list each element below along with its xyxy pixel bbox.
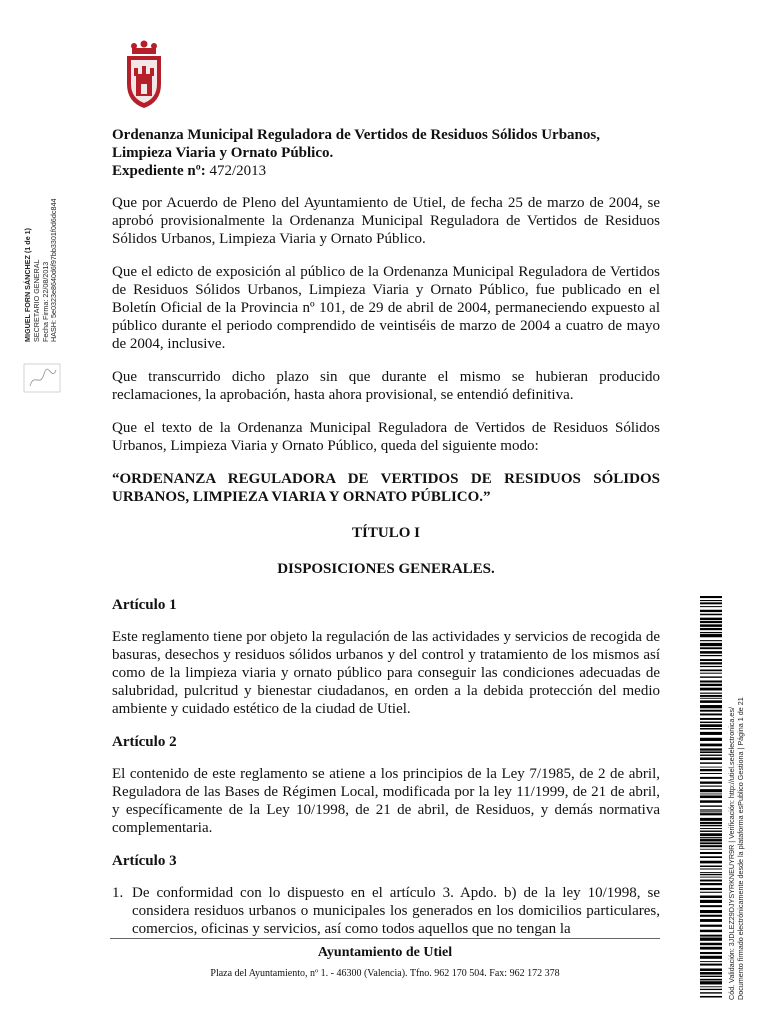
barcode-bar	[700, 996, 722, 998]
footer-divider	[110, 938, 660, 939]
barcode-bar	[700, 728, 722, 730]
barcode-bar	[700, 986, 722, 987]
barcode-bar	[700, 596, 722, 598]
barcode-bar	[700, 813, 722, 815]
barcode-bar	[700, 956, 722, 959]
barcode-bar	[700, 794, 722, 795]
barcode-bar	[700, 892, 722, 893]
barcode-bar	[700, 919, 722, 922]
barcode-bar	[700, 874, 722, 875]
verification-code: Cód. Validación: 3JDLEZ29DJYSYRKNEUYR9R | Verificación: http://utiel.sedelectronica.es/	[727, 707, 736, 1000]
barcode-bar	[700, 800, 722, 803]
barcode-bar	[700, 976, 722, 977]
barcode-bar	[700, 979, 722, 981]
barcode-bar	[700, 673, 722, 674]
barcode-bar	[700, 900, 722, 903]
list-item-number: 1.	[112, 885, 124, 901]
list-item-text: De conformidad con lo dispuesto en el artículo 3. Apdo. b) de la ley 10/1998, se considera residuos urbanos o municipales los generados en los domicilios particulares, comercios, oficinas y servicios, así como todos aquellos que no tengan la	[132, 885, 660, 937]
barcode-bar	[700, 866, 722, 868]
barcode-bar	[700, 811, 722, 812]
barcode-bar	[700, 805, 722, 806]
barcode-bar	[700, 769, 722, 771]
barcode-bar	[700, 961, 722, 962]
barcode-bar	[700, 700, 722, 703]
barcode-bar	[700, 992, 722, 993]
barcode-bar	[700, 786, 722, 787]
barcode-bar	[700, 877, 722, 878]
barcode-bar	[700, 888, 722, 890]
barcode-bar	[700, 606, 722, 607]
barcode-bar	[700, 943, 722, 946]
handwritten-signature	[22, 362, 62, 394]
barcode-bar	[700, 602, 722, 604]
barcode-bar	[700, 755, 722, 756]
barcode-bar	[700, 655, 722, 656]
article-1-heading: Artículo 1	[112, 597, 177, 613]
barcode-bar	[700, 610, 722, 612]
barcode-bar	[700, 930, 722, 932]
barcode-bar	[700, 872, 722, 873]
barcode-bar	[700, 839, 722, 841]
barcode-bar	[700, 833, 722, 836]
barcode-bar	[700, 705, 722, 708]
barcode-bar	[700, 713, 722, 715]
barcode-bar	[700, 676, 722, 677]
barcode-bar	[700, 981, 722, 984]
barcode-bar	[700, 795, 722, 798]
barcode-bar	[700, 662, 722, 664]
paragraph-approval: Que por Acuerdo de Pleno del Ayuntamiento de Utiel, de fecha 25 de marzo de 2004, se aprobó provisionalmente la Ordenanza Municipal Reguladora de Vertidos de Residuos Sólidos Urbanos, Limpieza Viaria y Ornato Público.	[112, 195, 660, 247]
barcode-bar	[700, 684, 722, 686]
signer-role: SECRETARIO GENERAL	[31, 259, 41, 342]
barcode-bar	[700, 896, 722, 899]
barcode-bar	[700, 842, 722, 844]
article-3-item-1	[112, 884, 660, 938]
barcode-bar	[700, 643, 722, 646]
paragraph-text-intro: Que el texto de la Ordenanza Municipal Reguladora de Vertidos de Residuos Sólidos Urbanos, Limpieza Viaria y Ornato Público, queda del siguiente modo:	[112, 420, 660, 454]
barcode-bar	[700, 618, 722, 621]
document-body	[112, 126, 660, 938]
expediente-value: 472/2013	[205, 163, 267, 179]
barcode-bar	[700, 781, 722, 783]
barcode-bar	[700, 964, 722, 966]
footer-address: Plaza del Ayuntamiento, nº 1. - 46300 (Valencia). Tfno. 962 170 504. Fax: 962 172 378	[210, 968, 560, 979]
barcode-bar	[700, 698, 722, 699]
barcode-bar	[700, 762, 722, 763]
article-1-text: Este reglamento tiene por objeto la regulación de las actividades y servicios de recogida de basuras, desechos y residuos sólidos urbanos y del control y tratamiento de los mismos así como de la limpieza viaria y ornato público para conseguir las condiciones adecuadas de salubridad, pulcritud y bienestar ciudadanos, en orden a la debida protección del medio ambiente y cuidado estético de la ciudad de Utiel.	[112, 629, 660, 717]
article-2-heading: Artículo 2	[112, 734, 177, 750]
barcode-bar	[700, 883, 722, 885]
verification-platform: Documento firmado electrónicamente desde la plataforma esPublico Gestiona | Página 1 de 21	[735, 697, 745, 1000]
barcode-bar	[700, 624, 722, 627]
paragraph-definitive: Que transcurrido dicho plazo sin que durante el mismo se hubieran producido reclamaciones, la aprobación, hasta ahora provisional, se entendió definitiva.	[112, 369, 660, 403]
municipal-crest-logo	[119, 40, 169, 110]
barcode-bar	[700, 828, 722, 829]
barcode-bar	[700, 880, 722, 882]
titulo-heading: TÍTULO I	[352, 525, 420, 541]
barcode-bar	[700, 757, 722, 760]
barcode-bar	[700, 789, 722, 792]
barcode-bar	[700, 651, 722, 654]
barcode-bar	[700, 837, 722, 838]
barcode-bar	[700, 767, 722, 768]
barcode-bar	[700, 724, 722, 727]
barcode-bar	[700, 831, 722, 832]
disposiciones-heading: DISPOSICIONES GENERALES.	[277, 561, 495, 577]
barcode-bar	[700, 822, 722, 824]
barcode-bar	[700, 915, 722, 917]
barcode-bar	[700, 947, 722, 950]
article-3-heading: Artículo 3	[112, 853, 177, 869]
ordinance-title: “ORDENANZA REGULADORA DE VERTIDOS DE RESIDUOS SÓLIDOS URBANOS, LIMPIEZA VIARIA Y ORNATO PÚBLICO.”	[112, 471, 660, 505]
signature-date: Fecha Firma: 22/08/2013	[40, 261, 50, 342]
barcode-bar	[700, 773, 722, 774]
signature-hash: HASH: 5e0323e8640d6f97bb3301f0d6dc844	[49, 198, 59, 342]
barcode-bar	[700, 925, 722, 927]
footer-organization: Ayuntamiento de Utiel	[317, 945, 453, 960]
signer-name: MIGUEL FORN SÁNCHEZ (1 de 1)	[23, 227, 32, 342]
barcode-bar	[700, 989, 722, 990]
barcode-bar	[700, 825, 722, 827]
barcode-bar	[700, 680, 722, 682]
barcode-bar	[700, 751, 722, 753]
barcode-bar	[700, 910, 722, 913]
barcode-bar	[700, 861, 722, 864]
document-title-line1: Ordenanza Municipal Reguladora de Vertidos de Residuos Sólidos Urbanos,	[112, 127, 600, 143]
barcode-bar	[700, 748, 722, 750]
verification-text	[728, 580, 745, 1000]
barcode-bar	[700, 952, 722, 954]
paragraph-publication: Que el edicto de exposición al público de la Ordenanza Municipal Reguladora de Vertidos de Residuos Sólidos Urbanos, Limpieza Viaria y Ornato Público, fue publicado en el Boletín Oficial de la Provincia nº 101, de 29 de abril de 2004, permaneciendo expuesto al público durante el periodo comprendido de veintiséis de marzo de 2004 a cuatro de mayo de 2004, inclusive.	[112, 264, 660, 352]
barcode-bar	[700, 640, 722, 641]
barcode-bar	[700, 809, 722, 810]
barcode-bar	[700, 632, 722, 633]
document-header	[112, 126, 660, 180]
barcode-bar	[700, 634, 722, 637]
barcode-bar	[700, 718, 722, 720]
barcode-bar	[700, 868, 722, 869]
document-title-line2: Limpieza Viaria y Ornato Público.	[112, 145, 334, 161]
barcode-bar	[700, 695, 722, 697]
barcode-bar	[700, 693, 722, 694]
barcode-bar	[700, 777, 722, 779]
barcode-bar	[700, 659, 722, 661]
barcode-bar	[700, 722, 722, 723]
barcode-bar	[700, 732, 722, 735]
barcode-bar	[700, 937, 722, 940]
barcode-bar	[700, 614, 722, 616]
barcode-bar	[700, 600, 722, 601]
barcode-bar	[700, 621, 722, 623]
barcode-bar	[700, 647, 722, 649]
barcode-bar	[700, 935, 722, 937]
barcode-bar	[700, 628, 722, 630]
barcode-bar	[700, 972, 722, 975]
barcode-bar	[700, 710, 722, 712]
barcode-bar	[700, 744, 722, 747]
barcode-bar	[700, 852, 722, 854]
article-2-text: El contenido de este reglamento se atiene a los principios de la Ley 7/1985, de 2 de abril, Reguladora de las Bases de Régimen Local, modificada por la ley 11/1999, de 21 de abril, y específicamente de la Ley 10/1998, de 21 de abril, de Residuos, y demás normativa complementaria.	[112, 766, 660, 836]
barcode-bar	[700, 688, 722, 691]
barcode-bar	[700, 856, 722, 858]
barcode-bar	[700, 845, 722, 847]
barcode-bar	[700, 669, 722, 671]
barcode-bar	[700, 849, 722, 850]
barcode-bar	[700, 968, 722, 971]
barcode-bar	[700, 666, 722, 667]
barcode-bar	[700, 905, 722, 907]
expediente-label: Expediente nº:	[112, 163, 206, 179]
signature-stamp	[24, 177, 59, 342]
barcode-bar	[700, 818, 722, 821]
validation-barcode	[700, 596, 722, 1000]
barcode-bar	[700, 738, 722, 741]
